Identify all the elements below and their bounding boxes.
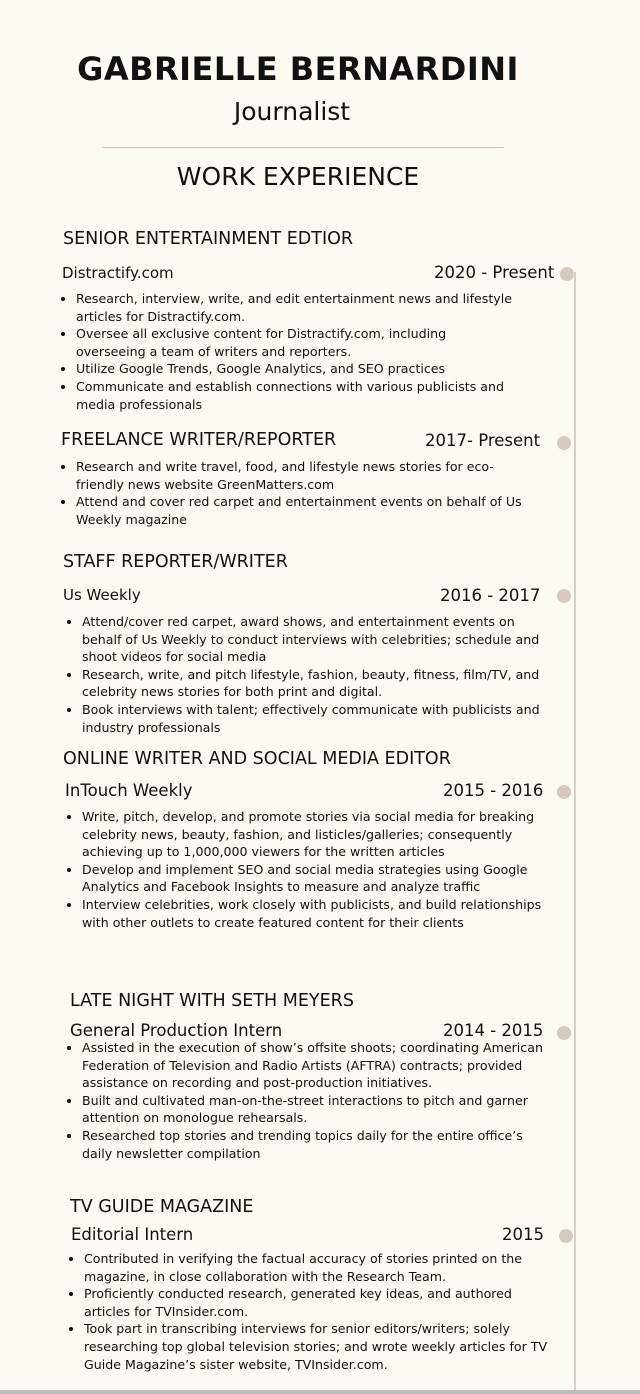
company-name: Us Weekly <box>63 586 141 604</box>
bullet-item: • Attend/cover red carpet, award shows, and entertainment events on behalf of Us Weekly to conduct interviews with celebrities; schedule and shoot videos for social media <box>82 613 554 666</box>
bullet-item: • Communicate and establish connections with various publicists and media professionals <box>76 378 514 413</box>
bullet-item: • Built and cultivated man-on-the-street interactions to pitch and garner attention on monologue rehearsals. <box>82 1092 554 1127</box>
bullet-item: • Book interviews with talent; effectively communicate with publicists and industry professionals <box>82 701 554 736</box>
job-title: ONLINE WRITER AND SOCIAL MEDIA EDITOR <box>63 749 451 769</box>
job-dates: 2020 - Present <box>434 263 555 282</box>
bullet-item: • Develop and implement SEO and social media strategies using Google Analytics and Facebook Insights to measure and analyze traffic <box>82 861 554 896</box>
bullet-list <box>62 1039 554 1162</box>
timeline-dot <box>557 785 571 799</box>
timeline-dot <box>560 267 574 281</box>
timeline-dot <box>557 589 571 603</box>
bullet-item: • Proficiently conducted research, generated key ideas, and authored articles for TVInsider.com. <box>84 1285 552 1320</box>
timeline-line <box>574 272 576 1394</box>
bullet-list <box>64 1250 552 1373</box>
bullet-item: • Took part in transcribing interviews for senior editors/writers; solely researching top global television stories; and wrote weekly articles for TV Guide Magazine’s sister website, TVInsider.com. <box>84 1320 552 1373</box>
job-title: SENIOR ENTERTAINMENT EDTIOR <box>63 229 354 249</box>
bullet-item: • Research and write travel, food, and lifestyle news stories for eco-friendly news website GreenMatters.com <box>76 458 536 493</box>
timeline-dot <box>557 436 571 450</box>
page-bottom-border <box>0 1390 640 1394</box>
bullet-item: • Research, interview, write, and edit entertainment news and lifestyle articles for Distractify.com. <box>76 290 514 325</box>
job-title: STAFF REPORTER/WRITER <box>63 552 288 572</box>
bullet-item: • Contributed in verifying the factual accuracy of stories printed on the magazine, in close collaboration with the Research Team. <box>84 1250 552 1285</box>
job-dates: 2015 <box>502 1225 544 1244</box>
resume-role: Journalist <box>233 97 351 126</box>
bullet-item: • Oversee all exclusive content for Distractify.com, including overseeing a team of writers and reporters. <box>76 325 514 360</box>
header-divider <box>102 147 504 148</box>
company-name: General Production Intern <box>70 1021 283 1040</box>
job-dates: 2014 - 2015 <box>443 1021 544 1040</box>
bullet-item: • Utilize Google Trends, Google Analytics, and SEO practices <box>76 360 514 378</box>
bullet-item: • Assisted in the execution of show’s offsite shoots; coordinating American Federation of Television and Radio Artists (AFTRA) contracts; provided assistance on recording and post-production initiatives. <box>82 1039 554 1092</box>
job-title: LATE NIGHT WITH SETH MEYERS <box>70 991 354 1011</box>
timeline-dot <box>557 1026 571 1040</box>
job-title: TV GUIDE MAGAZINE <box>70 1197 254 1217</box>
company-name: Editorial Intern <box>71 1225 194 1244</box>
bullet-item: • Attend and cover red carpet and entertainment events on behalf of Us Weekly magazine <box>76 493 536 528</box>
bullet-list <box>62 613 554 736</box>
resume-name: GABRIELLE BERNARDINI <box>77 50 519 88</box>
company-name: Distractify.com <box>62 264 174 282</box>
timeline-dot <box>559 1229 573 1243</box>
job-dates: 2016 - 2017 <box>440 586 541 605</box>
bullet-list <box>62 808 554 931</box>
bullet-item: • Research, write, and pitch lifestyle, fashion, beauty, fitness, film/TV, and celebrity news stories for both print and digital. <box>82 666 554 701</box>
section-title: WORK EXPERIENCE <box>176 162 420 191</box>
job-dates: 2017- Present <box>425 431 541 450</box>
bullet-item: • Interview celebrities, work closely with publicists, and build relationships with other outlets to create featured content for their clients <box>82 896 554 931</box>
company-name: InTouch Weekly <box>65 781 193 800</box>
bullet-list <box>56 290 514 413</box>
bullet-item: • Researched top stories and trending topics daily for the entire office’s daily newsletter compilation <box>82 1127 554 1162</box>
job-dates: 2015 - 2016 <box>443 781 544 800</box>
bullet-list <box>56 458 536 528</box>
job-title: FREELANCE WRITER/REPORTER <box>61 430 337 450</box>
bullet-item: • Write, pitch, develop, and promote stories via social media for breaking celebrity news, beauty, fashion, and listicles/galleries; consequently achieving up to 1,000,000 viewers for the written articles <box>82 808 554 861</box>
